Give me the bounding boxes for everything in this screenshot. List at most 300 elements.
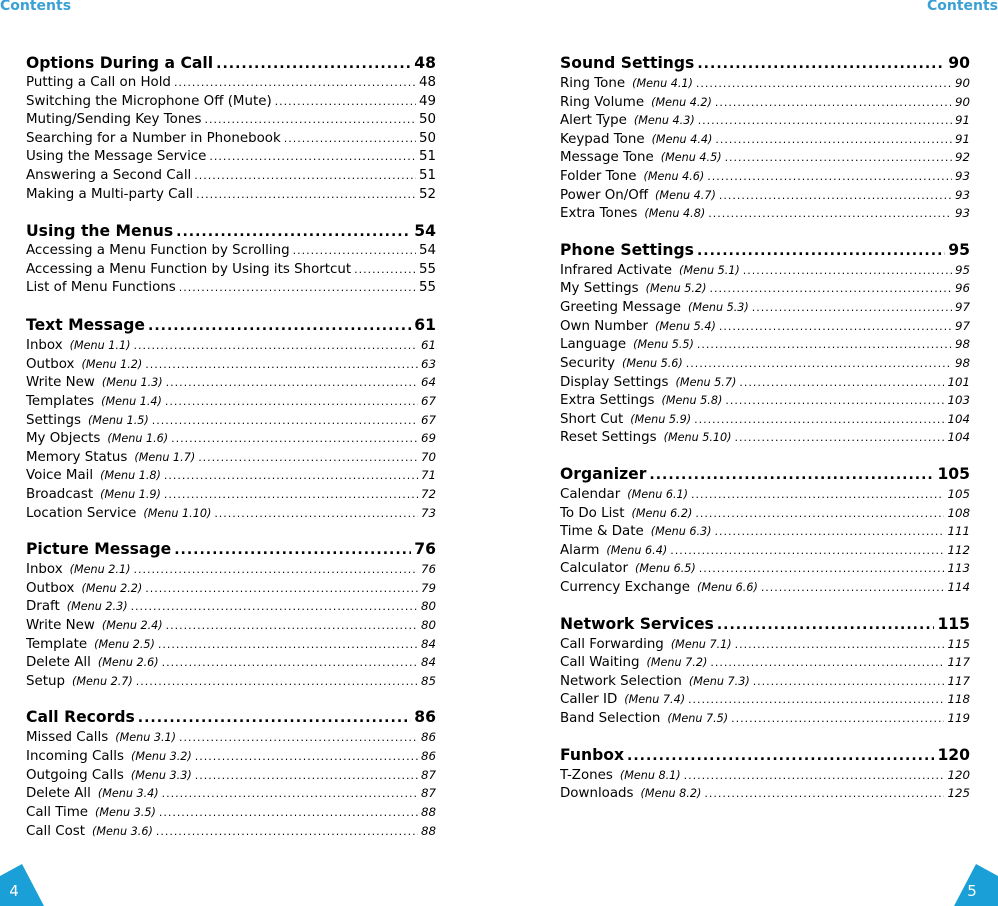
entry-menu-ref: (Menu 2.2) — [81, 581, 143, 595]
entry-page-number: 98 — [954, 355, 970, 370]
toc-entry[interactable] — [560, 335, 970, 354]
toc-entry[interactable] — [560, 148, 970, 167]
section-page-number: 105 — [937, 464, 970, 483]
dot-leader — [209, 148, 416, 167]
entry-label: Call Cost — [26, 823, 86, 839]
toc-section-network-services — [560, 613, 970, 728]
toc-entry[interactable] — [560, 690, 970, 709]
toc-entry[interactable] — [26, 485, 436, 504]
entry-page-number: 76 — [420, 562, 436, 577]
entry-page-number: 52 — [418, 186, 436, 202]
toc-entry[interactable] — [26, 186, 436, 205]
dot-leader — [138, 707, 412, 729]
entry-page-number: 87 — [420, 767, 436, 782]
toc-section-phone-settings — [560, 239, 970, 447]
entry-page-number: 117 — [947, 673, 970, 688]
entry-menu-ref: (Menu 2.1) — [69, 563, 131, 577]
entry-page-number: 97 — [954, 318, 970, 333]
entry-label: Inbox — [26, 562, 63, 578]
entry-label: Short Cut — [560, 411, 624, 427]
toc-entry[interactable] — [560, 428, 970, 447]
entry-menu-ref: (Menu 7.3) — [688, 674, 750, 688]
dot-leader — [214, 505, 418, 524]
entry-menu-ref: (Menu 4.1) — [632, 77, 693, 90]
entry-page-number: 67 — [420, 393, 436, 408]
entry-menu-ref: (Menu 4.7) — [655, 188, 716, 202]
dot-leader — [735, 429, 945, 448]
dot-leader — [293, 242, 416, 261]
toc-entry[interactable] — [26, 261, 436, 280]
toc-entry[interactable] — [560, 541, 970, 560]
toc-entry[interactable] — [26, 167, 436, 186]
dot-leader — [752, 299, 952, 318]
dot-leader — [136, 673, 418, 692]
toc-entry[interactable] — [26, 579, 436, 598]
entry-label: Power On/Off — [560, 187, 649, 203]
entry-label: My Settings — [560, 281, 639, 297]
entry-page-number: 48 — [418, 75, 436, 90]
entry-menu-ref: (Menu 5.10) — [663, 431, 732, 445]
toc-entry[interactable] — [560, 578, 970, 597]
entry-page-number: 111 — [947, 524, 970, 539]
entry-menu-ref: (Menu 5.2) — [645, 282, 707, 296]
entry-menu-ref: (Menu 4.4) — [651, 132, 713, 146]
dot-leader — [354, 261, 416, 280]
toc-entry[interactable] — [560, 373, 970, 392]
entry-label: Infrared Activate — [560, 262, 672, 278]
entry-page-number: 90 — [954, 76, 970, 90]
section-title: Network Services — [560, 614, 714, 633]
entry-page-number: 85 — [420, 673, 436, 688]
toc-entry[interactable] — [26, 373, 436, 392]
section-page-number: 61 — [414, 316, 436, 335]
dot-leader — [649, 464, 934, 486]
toc-entry[interactable] — [560, 391, 970, 410]
entry-page-number: 98 — [954, 337, 970, 352]
entry-label: Language — [560, 337, 627, 353]
entry-menu-ref: (Menu 3.5) — [95, 805, 156, 819]
entry-page-number: 61 — [420, 338, 436, 353]
entry-menu-ref: (Menu 5.9) — [630, 412, 692, 426]
toc-section-title-row[interactable] — [560, 744, 970, 766]
dot-leader — [686, 355, 952, 374]
section-title: Using the Menus — [26, 222, 174, 241]
toc-entry[interactable] — [26, 784, 436, 803]
entry-label: Inbox — [26, 338, 63, 354]
right-page-number: 5 — [967, 882, 977, 900]
toc-entry[interactable] — [560, 130, 970, 149]
toc-entry[interactable] — [560, 298, 970, 317]
entry-menu-ref: (Menu 5.3) — [687, 301, 749, 315]
dot-leader — [743, 262, 952, 281]
toc-entry[interactable] — [26, 822, 436, 841]
entry-label: Outbox — [26, 580, 75, 596]
entry-label: List of Menu Functions — [26, 280, 176, 296]
entry-label: Downloads — [560, 786, 634, 802]
toc-entry[interactable] — [560, 766, 970, 785]
left-page-number-tab — [0, 864, 52, 906]
entry-page-number: 90 — [954, 94, 970, 109]
entry-page-number: 51 — [418, 168, 436, 184]
entry-menu-ref: (Menu 7.4) — [624, 693, 686, 707]
toc-entry[interactable] — [560, 522, 970, 541]
entry-menu-ref: (Menu 1.2) — [81, 357, 143, 371]
dot-leader — [695, 505, 944, 524]
toc-entry[interactable] — [26, 429, 436, 448]
dot-leader — [670, 542, 944, 561]
right-toc-column — [560, 52, 970, 819]
dot-leader — [275, 93, 416, 112]
entry-page-number: 96 — [954, 281, 970, 296]
entry-label: Band Selection — [560, 711, 661, 727]
entry-label: Currency Exchange — [560, 580, 691, 596]
entry-page-number: 50 — [418, 112, 436, 128]
entry-label: Keypad Tone — [560, 131, 645, 147]
dot-leader — [166, 617, 418, 636]
entry-page-number: 93 — [954, 187, 970, 202]
toc-entry[interactable] — [560, 635, 970, 654]
entry-page-number: 80 — [420, 599, 436, 614]
entry-menu-ref: (Menu 1.3) — [101, 376, 163, 390]
toc-entry[interactable] — [26, 242, 436, 261]
dot-leader — [145, 580, 418, 599]
entry-menu-ref: (Menu 6.1) — [627, 487, 689, 501]
dot-leader — [133, 561, 418, 580]
dot-leader — [684, 767, 945, 786]
dot-leader — [709, 280, 952, 299]
entry-page-number: 97 — [954, 300, 970, 315]
section-title: Picture Message — [26, 540, 172, 559]
toc-entry[interactable] — [560, 354, 970, 373]
toc-entry[interactable] — [560, 186, 970, 205]
dot-leader — [761, 579, 945, 598]
dot-leader — [717, 614, 935, 636]
entry-page-number: 79 — [420, 580, 436, 595]
toc-entry[interactable] — [560, 653, 970, 672]
section-page-number: 90 — [948, 54, 970, 72]
dot-leader — [196, 186, 416, 205]
entry-menu-ref: (Menu 1.1) — [69, 339, 131, 353]
entry-menu-ref: (Menu 6.6) — [697, 581, 758, 595]
entry-page-number: 125 — [947, 786, 970, 801]
toc-entry[interactable] — [26, 466, 436, 485]
right-page-header: Contents — [926, 0, 998, 14]
entry-page-number: 80 — [420, 618, 436, 633]
toc-section-title-row[interactable] — [560, 463, 970, 485]
entry-label: Making a Multi-party Call — [26, 186, 194, 202]
dot-leader — [152, 412, 418, 431]
dot-leader — [159, 804, 418, 823]
entry-label: Putting a Call on Hold — [26, 75, 171, 90]
toc-entry[interactable] — [26, 148, 436, 167]
dot-leader — [699, 560, 945, 579]
entry-menu-ref: (Menu 3.2) — [130, 750, 192, 764]
entry-page-number: 104 — [947, 411, 970, 426]
entry-menu-ref: (Menu 8.2) — [640, 787, 702, 801]
entry-label: Call Time — [26, 804, 89, 820]
dot-leader — [164, 486, 418, 505]
section-title: Sound Settings — [560, 54, 695, 72]
toc-entry[interactable] — [26, 355, 436, 374]
dot-leader — [710, 654, 944, 673]
toc-section-title-row[interactable] — [560, 52, 970, 74]
entry-label: Settings — [26, 412, 81, 428]
entry-page-number: 93 — [954, 206, 970, 221]
entry-menu-ref: (Menu 2.6) — [97, 656, 159, 670]
entry-label: Extra Settings — [560, 393, 655, 409]
entry-menu-ref: (Menu 4.8) — [644, 207, 706, 221]
entry-page-number: 93 — [954, 169, 970, 184]
entry-menu-ref: (Menu 5.1) — [678, 263, 740, 277]
entry-label: Calculator — [560, 561, 628, 577]
entry-menu-ref: (Menu 1.5) — [87, 413, 149, 427]
entry-page-number: 54 — [418, 243, 436, 259]
section-title: Options During a Call — [26, 54, 214, 72]
entry-page-number: 50 — [418, 130, 436, 146]
toc-section-title-row[interactable] — [26, 706, 436, 728]
entry-menu-ref: (Menu 5.7) — [675, 375, 737, 389]
entry-page-number: 103 — [947, 393, 970, 408]
dot-leader — [715, 131, 952, 150]
entry-menu-ref: (Menu 6.2) — [631, 506, 693, 520]
entry-page-number: 84 — [420, 636, 436, 651]
left-page-number: 4 — [9, 882, 19, 900]
toc-section-title-row[interactable] — [26, 52, 436, 74]
entry-label: Message Tone — [560, 150, 654, 166]
toc-entry[interactable] — [26, 411, 436, 430]
dot-leader — [158, 636, 418, 655]
entry-menu-ref: (Menu 4.6) — [643, 170, 705, 184]
dot-leader — [162, 654, 418, 673]
section-title: Call Records — [26, 708, 135, 727]
entry-label: My Objects — [26, 431, 101, 447]
toc-entry[interactable] — [560, 111, 970, 130]
entry-menu-ref: (Menu 2.5) — [94, 637, 155, 651]
dot-leader — [697, 240, 945, 262]
toc-section-call-records — [26, 706, 436, 840]
toc-entry[interactable] — [560, 485, 970, 504]
entry-label: Incoming Calls — [26, 749, 124, 765]
section-title: Text Message — [26, 316, 146, 335]
entry-menu-ref: (Menu 7.5) — [667, 712, 729, 726]
entry-label: Ring Tone — [560, 76, 626, 91]
entry-page-number: 69 — [420, 431, 436, 446]
toc-entry[interactable] — [26, 597, 436, 616]
entry-label: Network Selection — [560, 673, 682, 689]
entry-label: Delete All — [26, 786, 91, 802]
entry-menu-ref: (Menu 2.4) — [101, 619, 163, 633]
entry-label: Switching the Microphone Off (Mute) — [26, 93, 272, 109]
toc-entry[interactable] — [26, 728, 436, 747]
entry-menu-ref: (Menu 3.6) — [92, 824, 153, 838]
entry-label: Setup — [26, 673, 65, 689]
dot-leader — [715, 94, 952, 113]
dot-leader — [156, 823, 418, 842]
dot-leader — [164, 467, 418, 486]
dot-leader — [719, 187, 952, 206]
toc-section-using-the-menus — [26, 220, 436, 298]
dot-leader — [171, 430, 418, 449]
entry-menu-ref: (Menu 6.4) — [606, 543, 668, 557]
toc-entry[interactable] — [560, 559, 970, 578]
left-toc-column — [26, 52, 436, 856]
toc-entry[interactable] — [560, 93, 970, 112]
entry-label: Write New — [26, 618, 95, 634]
entry-menu-ref: (Menu 4.5) — [660, 151, 722, 165]
entry-label: Outbox — [26, 356, 75, 372]
toc-entry[interactable] — [560, 279, 970, 298]
entry-menu-ref: (Menu 7.2) — [646, 656, 708, 670]
entry-label: Outgoing Calls — [26, 767, 124, 783]
dot-leader — [698, 112, 952, 131]
entry-page-number: 86 — [420, 749, 436, 764]
entry-menu-ref: (Menu 1.8) — [100, 469, 161, 483]
toc-section-title-row[interactable] — [560, 239, 970, 261]
toc-section-title-row[interactable] — [560, 613, 970, 635]
toc-entry[interactable] — [560, 504, 970, 523]
toc-entry[interactable] — [26, 74, 436, 93]
entry-label: Greeting Message — [560, 300, 681, 316]
dot-leader — [165, 393, 418, 412]
section-page-number: 120 — [937, 745, 970, 764]
entry-label: Ring Volume — [560, 94, 645, 110]
toc-section-title-row[interactable] — [26, 538, 436, 560]
toc-entry[interactable] — [26, 635, 436, 654]
toc-entry[interactable] — [26, 130, 436, 149]
toc-entry[interactable] — [26, 448, 436, 467]
entry-page-number: 63 — [420, 356, 436, 371]
toc-entry[interactable] — [560, 410, 970, 429]
entry-page-number: 71 — [420, 468, 436, 483]
toc-section-options-during-a-call — [26, 52, 436, 204]
dot-leader — [284, 130, 416, 149]
entry-page-number: 108 — [947, 505, 970, 520]
toc-entry[interactable] — [560, 204, 970, 223]
toc-entry[interactable] — [26, 616, 436, 635]
entry-label: Alert Type — [560, 113, 627, 129]
entry-label: Alarm — [560, 542, 600, 558]
entry-menu-ref: (Menu 8.1) — [619, 768, 681, 782]
toc-section-text-message — [26, 314, 436, 522]
toc-entry[interactable] — [26, 766, 436, 785]
dot-leader — [691, 486, 944, 505]
toc-entry[interactable] — [26, 279, 436, 298]
dot-leader — [735, 636, 945, 655]
dot-leader — [216, 53, 411, 75]
toc-entry[interactable] — [26, 336, 436, 355]
dot-leader — [704, 785, 944, 804]
toc-section-sound-settings — [560, 52, 970, 223]
toc-entry[interactable] — [560, 784, 970, 803]
entry-menu-ref: (Menu 5.8) — [661, 394, 723, 408]
entry-page-number: 73 — [420, 505, 436, 520]
dot-leader — [198, 449, 418, 468]
entry-label: Calendar — [560, 486, 621, 502]
toc-entry[interactable] — [560, 167, 970, 186]
entry-page-number: 117 — [947, 655, 970, 670]
entry-menu-ref: (Menu 7.1) — [670, 637, 732, 651]
entry-page-number: 91 — [954, 131, 970, 146]
toc-section-title-row[interactable] — [26, 220, 436, 242]
dot-leader — [719, 318, 952, 337]
section-title: Funbox — [560, 745, 625, 764]
toc-entry[interactable] — [26, 93, 436, 112]
entry-page-number: 118 — [947, 692, 970, 707]
entry-page-number: 91 — [954, 113, 970, 128]
entry-page-number: 115 — [947, 636, 970, 651]
entry-page-number: 120 — [947, 767, 970, 782]
entry-label: Extra Tones — [560, 206, 638, 222]
toc-entry[interactable] — [26, 111, 436, 130]
entry-label: Searching for a Number in Phonebook — [26, 130, 281, 146]
entry-label: Security — [560, 355, 615, 371]
toc-entry[interactable] — [560, 672, 970, 691]
entry-menu-ref: (Menu 6.3) — [650, 525, 712, 539]
toc-entry[interactable] — [560, 74, 970, 93]
entry-label: T-Zones — [560, 767, 613, 783]
toc-entry[interactable] — [26, 560, 436, 579]
toc-entry[interactable] — [560, 261, 970, 280]
entry-label: Answering a Second Call — [26, 168, 192, 184]
entry-page-number: 64 — [420, 375, 436, 390]
dot-leader — [725, 392, 944, 411]
dot-leader — [145, 356, 418, 375]
toc-entry[interactable] — [26, 653, 436, 672]
toc-entry[interactable] — [560, 709, 970, 728]
left-page-header: Contents — [0, 0, 72, 14]
section-page-number: 54 — [414, 222, 436, 241]
entry-label: Memory Status — [26, 449, 128, 465]
entry-page-number: 88 — [420, 804, 436, 819]
right-page-number-tab — [946, 864, 998, 906]
entry-page-number: 104 — [947, 430, 970, 445]
entry-page-number: 113 — [947, 561, 970, 576]
toc-entry[interactable] — [26, 392, 436, 411]
dot-leader — [731, 710, 944, 729]
dot-leader — [174, 74, 416, 93]
entry-page-number: 88 — [420, 823, 436, 838]
section-page-number: 48 — [414, 54, 436, 72]
entry-label: Folder Tone — [560, 169, 637, 185]
entry-label: Own Number — [560, 318, 649, 334]
dot-leader — [707, 168, 952, 187]
dot-leader — [694, 411, 944, 430]
toc-section-funbox — [560, 744, 970, 803]
entry-page-number: 72 — [420, 486, 436, 501]
dot-leader — [688, 691, 944, 710]
entry-menu-ref: (Menu 5.4) — [655, 319, 716, 333]
dot-leader — [179, 279, 416, 298]
toc-entry[interactable] — [560, 317, 970, 336]
entry-label: Caller ID — [560, 692, 618, 708]
entry-menu-ref: (Menu 6.5) — [635, 562, 696, 576]
toc-entry[interactable] — [26, 672, 436, 691]
dot-leader — [627, 745, 934, 767]
toc-section-picture-message — [26, 538, 436, 690]
toc-entry[interactable] — [26, 803, 436, 822]
entry-menu-ref: (Menu 4.3) — [633, 114, 695, 128]
dot-leader — [174, 539, 411, 561]
toc-section-title-row[interactable] — [26, 314, 436, 336]
entry-label: Call Forwarding — [560, 636, 664, 652]
entry-menu-ref: (Menu 3.1) — [115, 731, 176, 745]
toc-entry[interactable] — [26, 747, 436, 766]
toc-entry[interactable] — [26, 504, 436, 523]
entry-page-number: 49 — [418, 93, 436, 109]
entry-menu-ref: (Menu 2.3) — [66, 600, 128, 614]
entry-label: Accessing a Menu Function by Scrolling — [26, 243, 290, 259]
dot-leader — [131, 598, 418, 617]
